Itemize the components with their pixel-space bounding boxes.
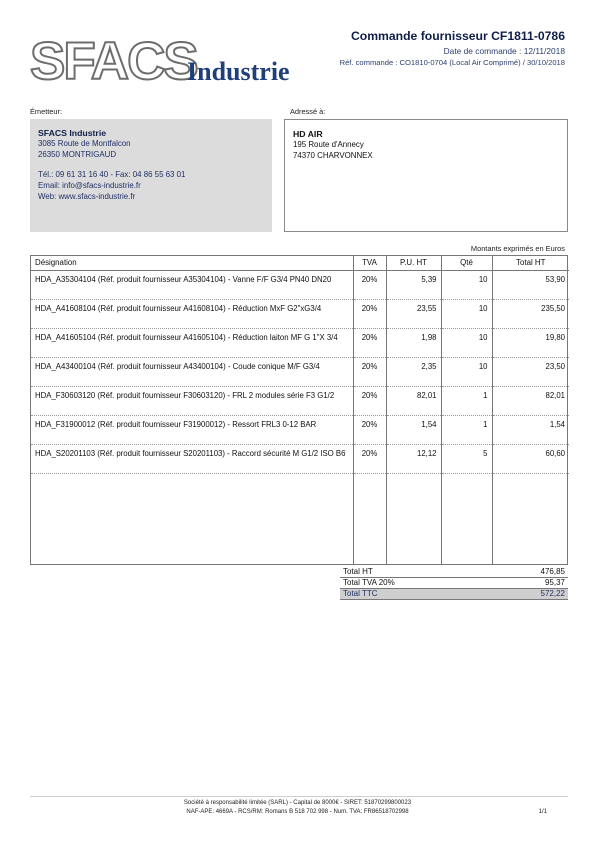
footer-legal-line-1: Société à responsabilité limitée (SARL) - Capital de 8000€ - SIRET: 51870299800023 <box>183 800 412 806</box>
cell-designation: HDA_A41608104 (Réf. produit fournisseur A41608104) - Réduction MxF G2"xG3/4 <box>31 299 353 328</box>
cell-total-ht: 60,60 <box>492 444 569 473</box>
total-ht-label: Total HT <box>340 566 489 577</box>
cell-tva: 20% <box>353 415 386 444</box>
cell-quantity: 1 <box>441 386 492 415</box>
cell-unit-price: 2,35 <box>386 357 441 386</box>
cell-unit-price: 23,55 <box>386 299 441 328</box>
cell-unit-price: 82,01 <box>386 386 441 415</box>
cell-unit-price: 12,12 <box>386 444 441 473</box>
cell-total-ht: 1,54 <box>492 415 569 444</box>
cell-quantity: 5 <box>441 444 492 473</box>
sender-label: Émetteur: <box>30 107 63 116</box>
cell-designation: HDA_A43400104 (Réf. produit fournisseur A43400104) - Coude conique M/F G3/4 <box>31 357 353 386</box>
cell-tva: 20% <box>353 270 386 299</box>
recipient-address-line-1: 195 Route d'Annecy <box>293 139 364 149</box>
recipient-label: Adressé à: <box>290 107 326 116</box>
cell-quantity: 1 <box>441 415 492 444</box>
document-title: Commande fournisseur CF1811-0786 <box>350 29 565 43</box>
cell-tva: 20% <box>353 299 386 328</box>
sender-address-line-1: 3085 Route de Montfalcon <box>38 138 131 148</box>
recipient-box <box>284 119 568 232</box>
table-row <box>31 386 569 415</box>
cell-unit-price: 1,54 <box>386 415 441 444</box>
currency-note: Montants exprimés en Euros <box>470 244 565 253</box>
total-ht-row <box>340 566 568 577</box>
cell-designation: HDA_F30603120 (Réf. produit fournisseur F30603120) - FRL 2 modules série F3 G1/2 <box>31 386 353 415</box>
sender-phone: Tél.: 09 61 31 16 40 - Fax: 04 86 55 63 01 <box>38 170 186 180</box>
table-header-row <box>31 256 569 270</box>
header-total-ht: Total HT <box>492 256 569 270</box>
cell-total-ht: 82,01 <box>492 386 569 415</box>
cell-quantity: 10 <box>441 357 492 386</box>
page-number: 1/1 <box>538 809 547 815</box>
total-ttc-value: 572,22 <box>489 588 568 599</box>
cell-designation: HDA_A35304104 (Réf. produit fournisseur A35304104) - Vanne F/F G3/4 PN40 DN20 <box>31 270 353 299</box>
recipient-address-line-2: 74370 CHARVONNEX <box>293 150 373 160</box>
table-row <box>31 357 569 386</box>
cell-tva: 20% <box>353 444 386 473</box>
table-row <box>31 415 569 444</box>
cell-quantity: 10 <box>441 328 492 357</box>
total-ht-value: 476,85 <box>489 566 568 577</box>
total-tva-row <box>340 577 568 588</box>
sender-website: Web: www.sfacs-industrie.fr <box>38 191 136 201</box>
header-quantity: Qté <box>441 256 492 270</box>
cell-quantity: 10 <box>441 299 492 328</box>
cell-unit-price: 1,98 <box>386 328 441 357</box>
logo-subtitle-text: Industrie <box>187 57 290 86</box>
sender-box <box>30 119 272 232</box>
table-row <box>31 328 569 357</box>
totals-table <box>340 566 568 600</box>
order-date: Date de commande : 12/11/2018 <box>443 46 565 56</box>
recipient-name: HD AIR <box>293 129 323 139</box>
footer-legal-line-2: NAF-APE: 4669A - RCS/RM: Romans B 518 702 998 - Num. TVA: FR86518702998 <box>186 809 409 815</box>
cell-quantity: 10 <box>441 270 492 299</box>
sender-email: Email: info@sfacs-industrie.fr <box>38 181 141 191</box>
cell-designation: HDA_S20201103 (Réf. produit fournisseur S20201103) - Raccord sécurité M G1/2 ISO B6 <box>31 444 353 473</box>
cell-total-ht: 19,80 <box>492 328 569 357</box>
header-unit-price: P.U. HT <box>386 256 441 270</box>
cell-unit-price: 5,39 <box>386 270 441 299</box>
table-row <box>31 444 569 473</box>
table-row <box>31 270 569 299</box>
header-designation: Désignation <box>31 256 353 270</box>
header-tva: TVA <box>353 256 386 270</box>
order-reference: Réf. commande : CO1810-0704 (Local Air Comprimé) / 30/10/2018 <box>339 58 565 67</box>
cell-designation: HDA_A41605104 (Réf. produit fournisseur A41605104) - Réduction laiton MF G 1"X 3/4 <box>31 328 353 357</box>
company-logo <box>30 32 310 91</box>
total-tva-value: 95,37 <box>489 577 568 588</box>
total-tva-label: Total TVA 20% <box>340 577 489 588</box>
total-ttc-label: Total TTC <box>340 588 489 599</box>
footer-divider <box>30 796 568 797</box>
cell-total-ht: 53,90 <box>492 270 569 299</box>
sender-name: SFACS Industrie <box>38 128 107 138</box>
cell-tva: 20% <box>353 386 386 415</box>
total-ttc-row <box>340 588 568 599</box>
sender-address-line-2: 26350 MONTRIGAUD <box>38 149 117 159</box>
table-row <box>31 299 569 328</box>
cell-total-ht: 235,50 <box>492 299 569 328</box>
cell-total-ht: 23,50 <box>492 357 569 386</box>
cell-tva: 20% <box>353 328 386 357</box>
cell-tva: 20% <box>353 357 386 386</box>
cell-designation: HDA_F31900012 (Réf. produit fournisseur F31900012) - Ressort FRL3 0-12 BAR <box>31 415 353 444</box>
order-lines-table <box>30 255 568 565</box>
logo-brand-text: SFACS <box>30 32 197 91</box>
